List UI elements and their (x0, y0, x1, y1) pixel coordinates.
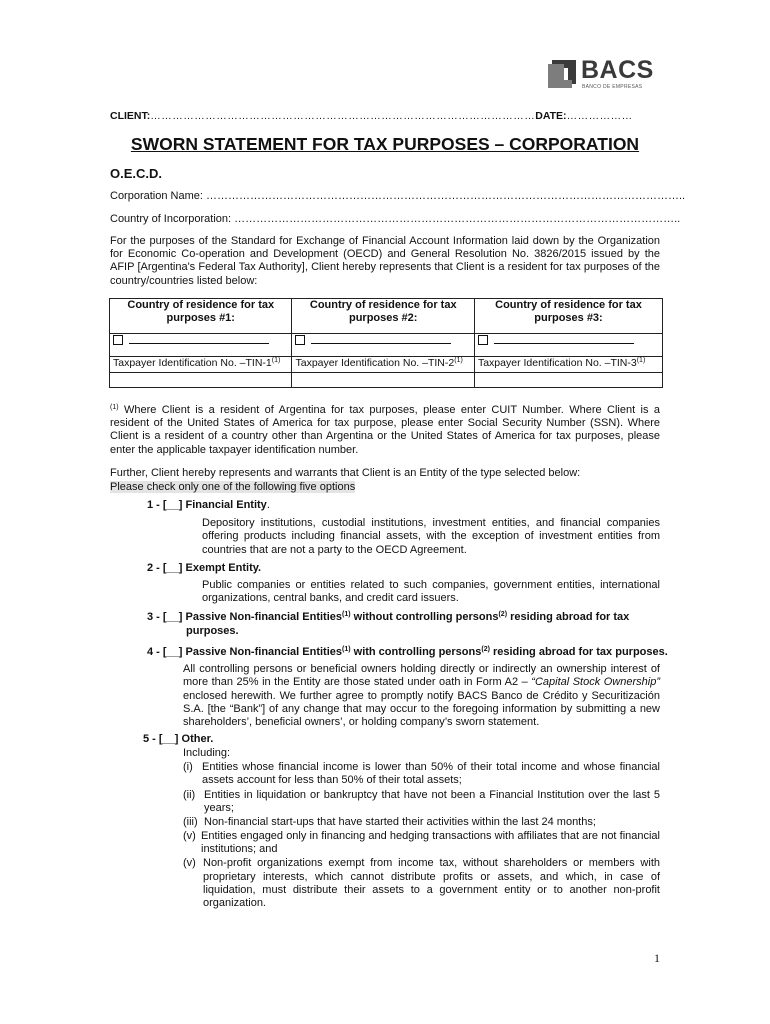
page-number: 1 (654, 951, 660, 965)
tin-2-input[interactable] (292, 373, 474, 388)
footnote: $^{(1)}$ Where Client is a resident of Argentina for tax purposes, please enter CUIT Number. Where Client is a resident of the United States of America for tax purpose, please enter Social Security Number (SSN). Where Client is a resident of a country other than Argentina or the United States of America for tax purposes, please enter the applicable taxpayer identification number. (110, 404, 660, 456)
page-title: SWORN STATEMENT FOR TAX PURPOSES – CORPORATION (130, 134, 640, 154)
list-item: (v) Non-profit organizations exempt from income tax, without shareholders or members with proprietary interests, which cannot distribute profits or assets, and which, in case of liquidation, must distribute their assets to a government entity or to another non-profit organization. (183, 857, 660, 910)
logo-subtitle: BANCO DE EMPRESAS (582, 84, 643, 90)
bacs-logo-mark-icon (548, 60, 576, 88)
option-5-other[interactable]: 5 - [__] Other. (143, 733, 214, 745)
option-1-description: Depository institutions, custodial institutions, investment entities, and financial companies offering products including financial assets, with the exception of investment entities from countries that are not a party to the OECD Agreement. (202, 517, 660, 556)
further-statement: Further, Client hereby represents and warrants that Client is an Entity of the type selected below: (110, 467, 581, 479)
country-1-cell (110, 334, 292, 357)
tin-1-label: Taxpayer Identification No. –TIN-1$^{(1)}$ (110, 357, 292, 373)
tin-3-label: Taxpayer Identification No. –TIN-3$^{(1)}$ (474, 357, 662, 373)
country-3-input[interactable] (494, 334, 634, 344)
table-header-row (110, 299, 663, 334)
intro-paragraph: For the purposes of the Standard for Exchange of Financial Account Information laid down by the Organization for Economic Co-operation and Development (OECD) and General Resolution No. 3826/2015 issued by the AFIP [Argentina's Federal Tax Authority], Client hereby represents that Client is a resident for tax purposes of the country/countries listed below: (110, 235, 660, 287)
country-input-row (110, 334, 663, 357)
date-label: DATE: (535, 110, 567, 122)
client-date-line (110, 110, 670, 124)
tin-label-row (110, 357, 663, 373)
list-item: (i) Entities whose financial income is lower than 50% of their total income and whose financial assets account for less than 50% of their total assets; (183, 761, 660, 787)
header-country-3: Country of residence for tax purposes #3: (474, 299, 662, 334)
country-1-input[interactable] (129, 334, 269, 344)
option-5-including: Including: (183, 747, 231, 759)
header-country-2: Country of residence for tax purposes #2: (292, 299, 474, 334)
logo-text: BACS (581, 56, 654, 84)
option-4-passive-with-controlling[interactable]: 4 - [__] Passive Non-financial Entities$^{(1)}$ with controlling persons$^{(2)}$ residing abroad for tax purposes. (147, 646, 668, 658)
tin-3-input[interactable] (474, 373, 662, 388)
client-field[interactable]: …………………………………………………………………………………………… (150, 110, 536, 122)
country-3-cell (474, 334, 662, 357)
tin-input-row (110, 373, 663, 388)
list-item: (ii) Entities in liquidation or bankruptcy that have not been a Financial Institution over the last 5 years; (183, 788, 660, 814)
country-incorporation-field[interactable]: Country of Incorporation: ………………………………………………………………………………………………………….. (110, 213, 681, 225)
tax-residence-table (109, 298, 663, 388)
country-1-checkbox[interactable] (113, 335, 123, 345)
tin-1-input[interactable] (110, 373, 292, 388)
list-item: (v) Entities engaged only in financing and hedging transactions with affiliates that are not financial institutions; and (183, 829, 660, 855)
list-item: (iii) Non-financial start-ups that have started their activities within the last 24 months; (183, 816, 596, 829)
client-label: CLIENT: (110, 110, 151, 122)
country-2-input[interactable] (311, 334, 451, 344)
corporation-name-field[interactable]: Corporation Name: ………………………………………………………………………………………………………………….. (110, 190, 686, 202)
check-instruction: Please check only one of the following five options (110, 481, 356, 493)
option-3-passive-without-controlling[interactable]: 3 - [__] Passive Non-financial Entities$^{(1)}$ without controlling persons$^{(2)}$ residing abroad for tax (147, 611, 630, 623)
country-3-checkbox[interactable] (478, 335, 488, 345)
section-heading: O.E.C.D. (110, 166, 163, 181)
date-field[interactable]: ……………… (566, 110, 633, 122)
header-country-1: Country of residence for tax purposes #1: (110, 299, 292, 334)
country-2-cell (292, 334, 474, 357)
bacs-logo (548, 58, 658, 94)
option-5-list (183, 761, 660, 910)
country-2-checkbox[interactable] (295, 335, 305, 345)
tin-2-label: Taxpayer Identification No. –TIN-2$^{(1)}$ (292, 357, 474, 373)
option-3-continuation: purposes. (186, 625, 239, 637)
option-1-financial-entity[interactable]: 1 - [__] Financial Entity. (147, 499, 270, 511)
option-2-description: Public companies or entities related to such companies, government entities, international organizations, central banks, and credit card issuers. (202, 579, 660, 605)
option-2-exempt-entity[interactable]: 2 - [__] Exempt Entity. (147, 562, 262, 574)
option-4-description: All controlling persons or beneficial owners holding directly or indirectly an ownership interest of more than 25% in the Entity are those stated under oath in Form A2 – “Capital Stock Ownership” enclosed herewith. We further agree to promptly notify BACS Banco de Crédito y Securitización S.A. [the “Bank”] of any change that may occur to the foregoing information by submitting a new shareholders’, beneficial owners’, or holding company’s sworn statement. (183, 663, 660, 729)
